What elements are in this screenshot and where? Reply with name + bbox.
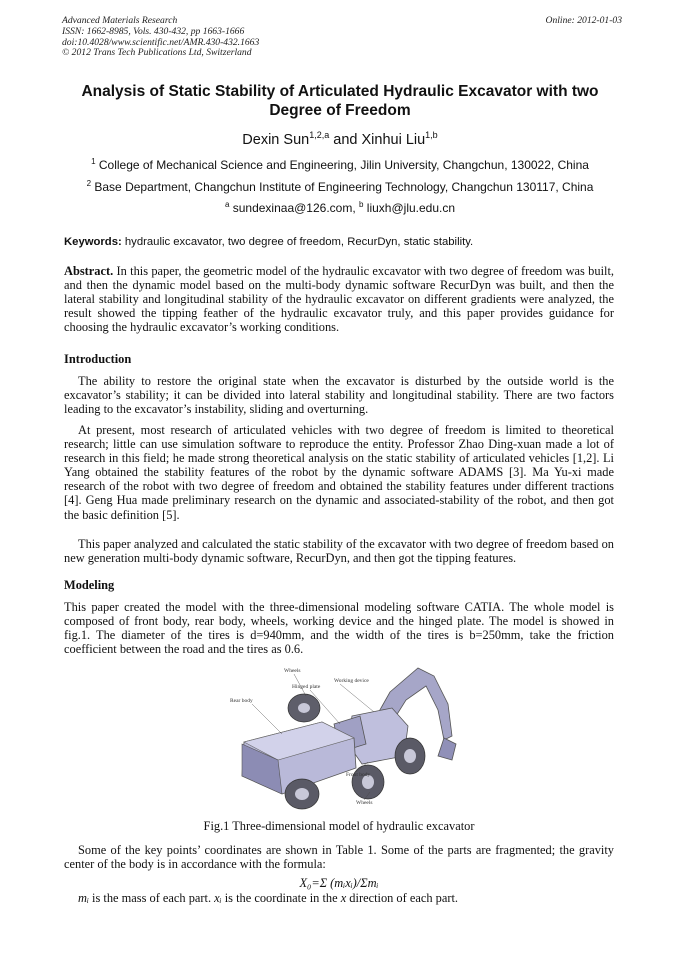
label-working-device: Working device [334,678,369,684]
paper-title: Analysis of Static Stability of Articulated Hydraulic Excavator with two Degree of Freedom [81,83,599,119]
author-and: and [329,131,362,148]
label-front-body: Front body [346,772,371,778]
journal-header [62,16,622,59]
affiliation-2-text: Base Department, Changchun Institute of Engineering Technology, Changchun 130117, China [91,180,594,194]
mi-symbol: mᵢ [78,891,89,905]
label-wheels-bottom: Wheels [356,800,373,806]
copyright-line: © 2012 Trans Tech Publications Ltd, Switzerland [62,47,252,59]
doi-line: doi:10.4028/www.scientific.net/AMR.430-432.1663 [62,36,260,48]
rear-wheel-back-hub [298,703,310,713]
keywords-label: Keywords: [64,236,122,248]
email-b-sup: b [359,200,364,209]
affiliation-1-sup: 1 [91,157,96,166]
author-2: Xinhui Liu [361,131,426,148]
keywords-text: hydraulic excavator, two degree of freedom, RecurDyn, static stability. [121,236,474,248]
modeling-heading: Modeling [64,578,115,592]
issn-line: ISSN: 1662-8985, Vols. 430-432, pp 1663-1666 [62,25,245,37]
rear-wheel-front-hub [295,788,309,800]
intro-paragraph-1: The ability to restore the original state when the excavator is disturbed by the outside world is the excavator’s stability; it can be divided into lateral stability and longitudinal stability. There are two factors leading to the excavator’s instability, sliding and overturning. [64,374,614,417]
introduction-heading: Introduction [64,352,132,366]
author-1: Dexin Sun [242,131,310,148]
figure-caption: Fig.1 Three-dimensional model of hydraulic excavator [203,819,475,833]
email-line [50,200,630,215]
affiliation-2-sup: 2 [86,179,92,188]
journal-name: Advanced Materials Research [62,15,178,26]
author-2-sup: 1,b [425,130,438,140]
modeling-paragraph-2: Some of the key points’ coordinates are shown in Table 1. Some of the parts are fragmented; the gravity center of the body is in accordance with the formula: [64,843,614,872]
p3-text-a: is the mass of each part. [88,891,215,905]
keywords [64,236,624,248]
bucket [438,738,456,760]
abstract [64,264,614,334]
email-a[interactable]: sundexinaa@126.com, [229,201,359,215]
label-hinged-plate: Hinged plate [292,684,321,690]
p3-text-b: is the coordinate in the [221,891,341,905]
label-rear-body: Rear body [230,698,253,704]
email-b[interactable]: liuxh@jlu.edu.cn [363,201,456,215]
x-symbol: x [340,891,347,905]
intro-paragraph-2: At present, most research of articulated vehicles with two degree of freedom is limited to theoretical research; little can use simulation software to reproduce the entity. Professor Zhao Ding-xuan made a lot of research in this field; he made strong theoretical analysis on the static stability of articulated vehicles [1,2]. Li Yang obtained the stability features of the robot by the dynamic software ADAMS [3]. Ma Yu-xi made research of the robot with two degree of freedom and obtained the stability features under different tractions [4]. Geng Hua made preliminary research on the dynamic and associated-stability of the robot, and then got the basic definition [5]. [64,423,614,522]
affiliation-2 [50,179,630,194]
online-date: Online: 2012-01-03 [545,15,622,26]
xi-symbol: xᵢ [214,891,222,905]
email-a-sup: a [224,200,230,209]
affiliation-1-text: College of Mechanical Science and Engineering, Jilin University, Changchun, 130022, China [95,158,589,172]
front-wheel-right-hub [404,749,416,763]
affiliation-1 [50,157,630,172]
abstract-text: In this paper, the geometric model of the hydraulic excavator with two degree of freedom was built, and then the dynamic model based on the multi-body dynamic software RecurDyn was built, and then the lateral stability and longitudinal stability of the hydraulic excavator on different gradients were analyzed, the result showed the tipping feather of the hydraulic excavator truly, and this paper provides guidance for choosing the hydraulic excavator’s working conditions. [64,264,614,335]
modeling-paragraph-1: This paper created the model with the three-dimensional modeling software CATIA. The whole model is composed of front body, rear body, wheels, working device and the hinged plate. The model is showed in fig.1. The diameter of the tires is d=940mm, and the width of the tires is b=250mm, take the friction coefficient between the road and the tires as 0.6. [64,600,614,657]
author-line [60,130,620,148]
gravity-center-formula: X₀=Σ (mᵢxᵢ)/Σmᵢ [299,876,379,890]
label-wheels-top: Wheels [284,668,301,674]
p3-text-c: direction of each part. [346,891,459,905]
intro-paragraph-3: This paper analyzed and calculated the static stability of the excavator with two degree of freedom based on new generation multi-body dynamic software, RecurDyn, and then got the tipping features. [64,537,614,566]
abstract-label: Abstract. [64,264,114,278]
author-1-sup: 1,2,a [309,130,330,140]
excavator-figure [222,664,458,814]
modeling-paragraph-3 [64,891,614,905]
